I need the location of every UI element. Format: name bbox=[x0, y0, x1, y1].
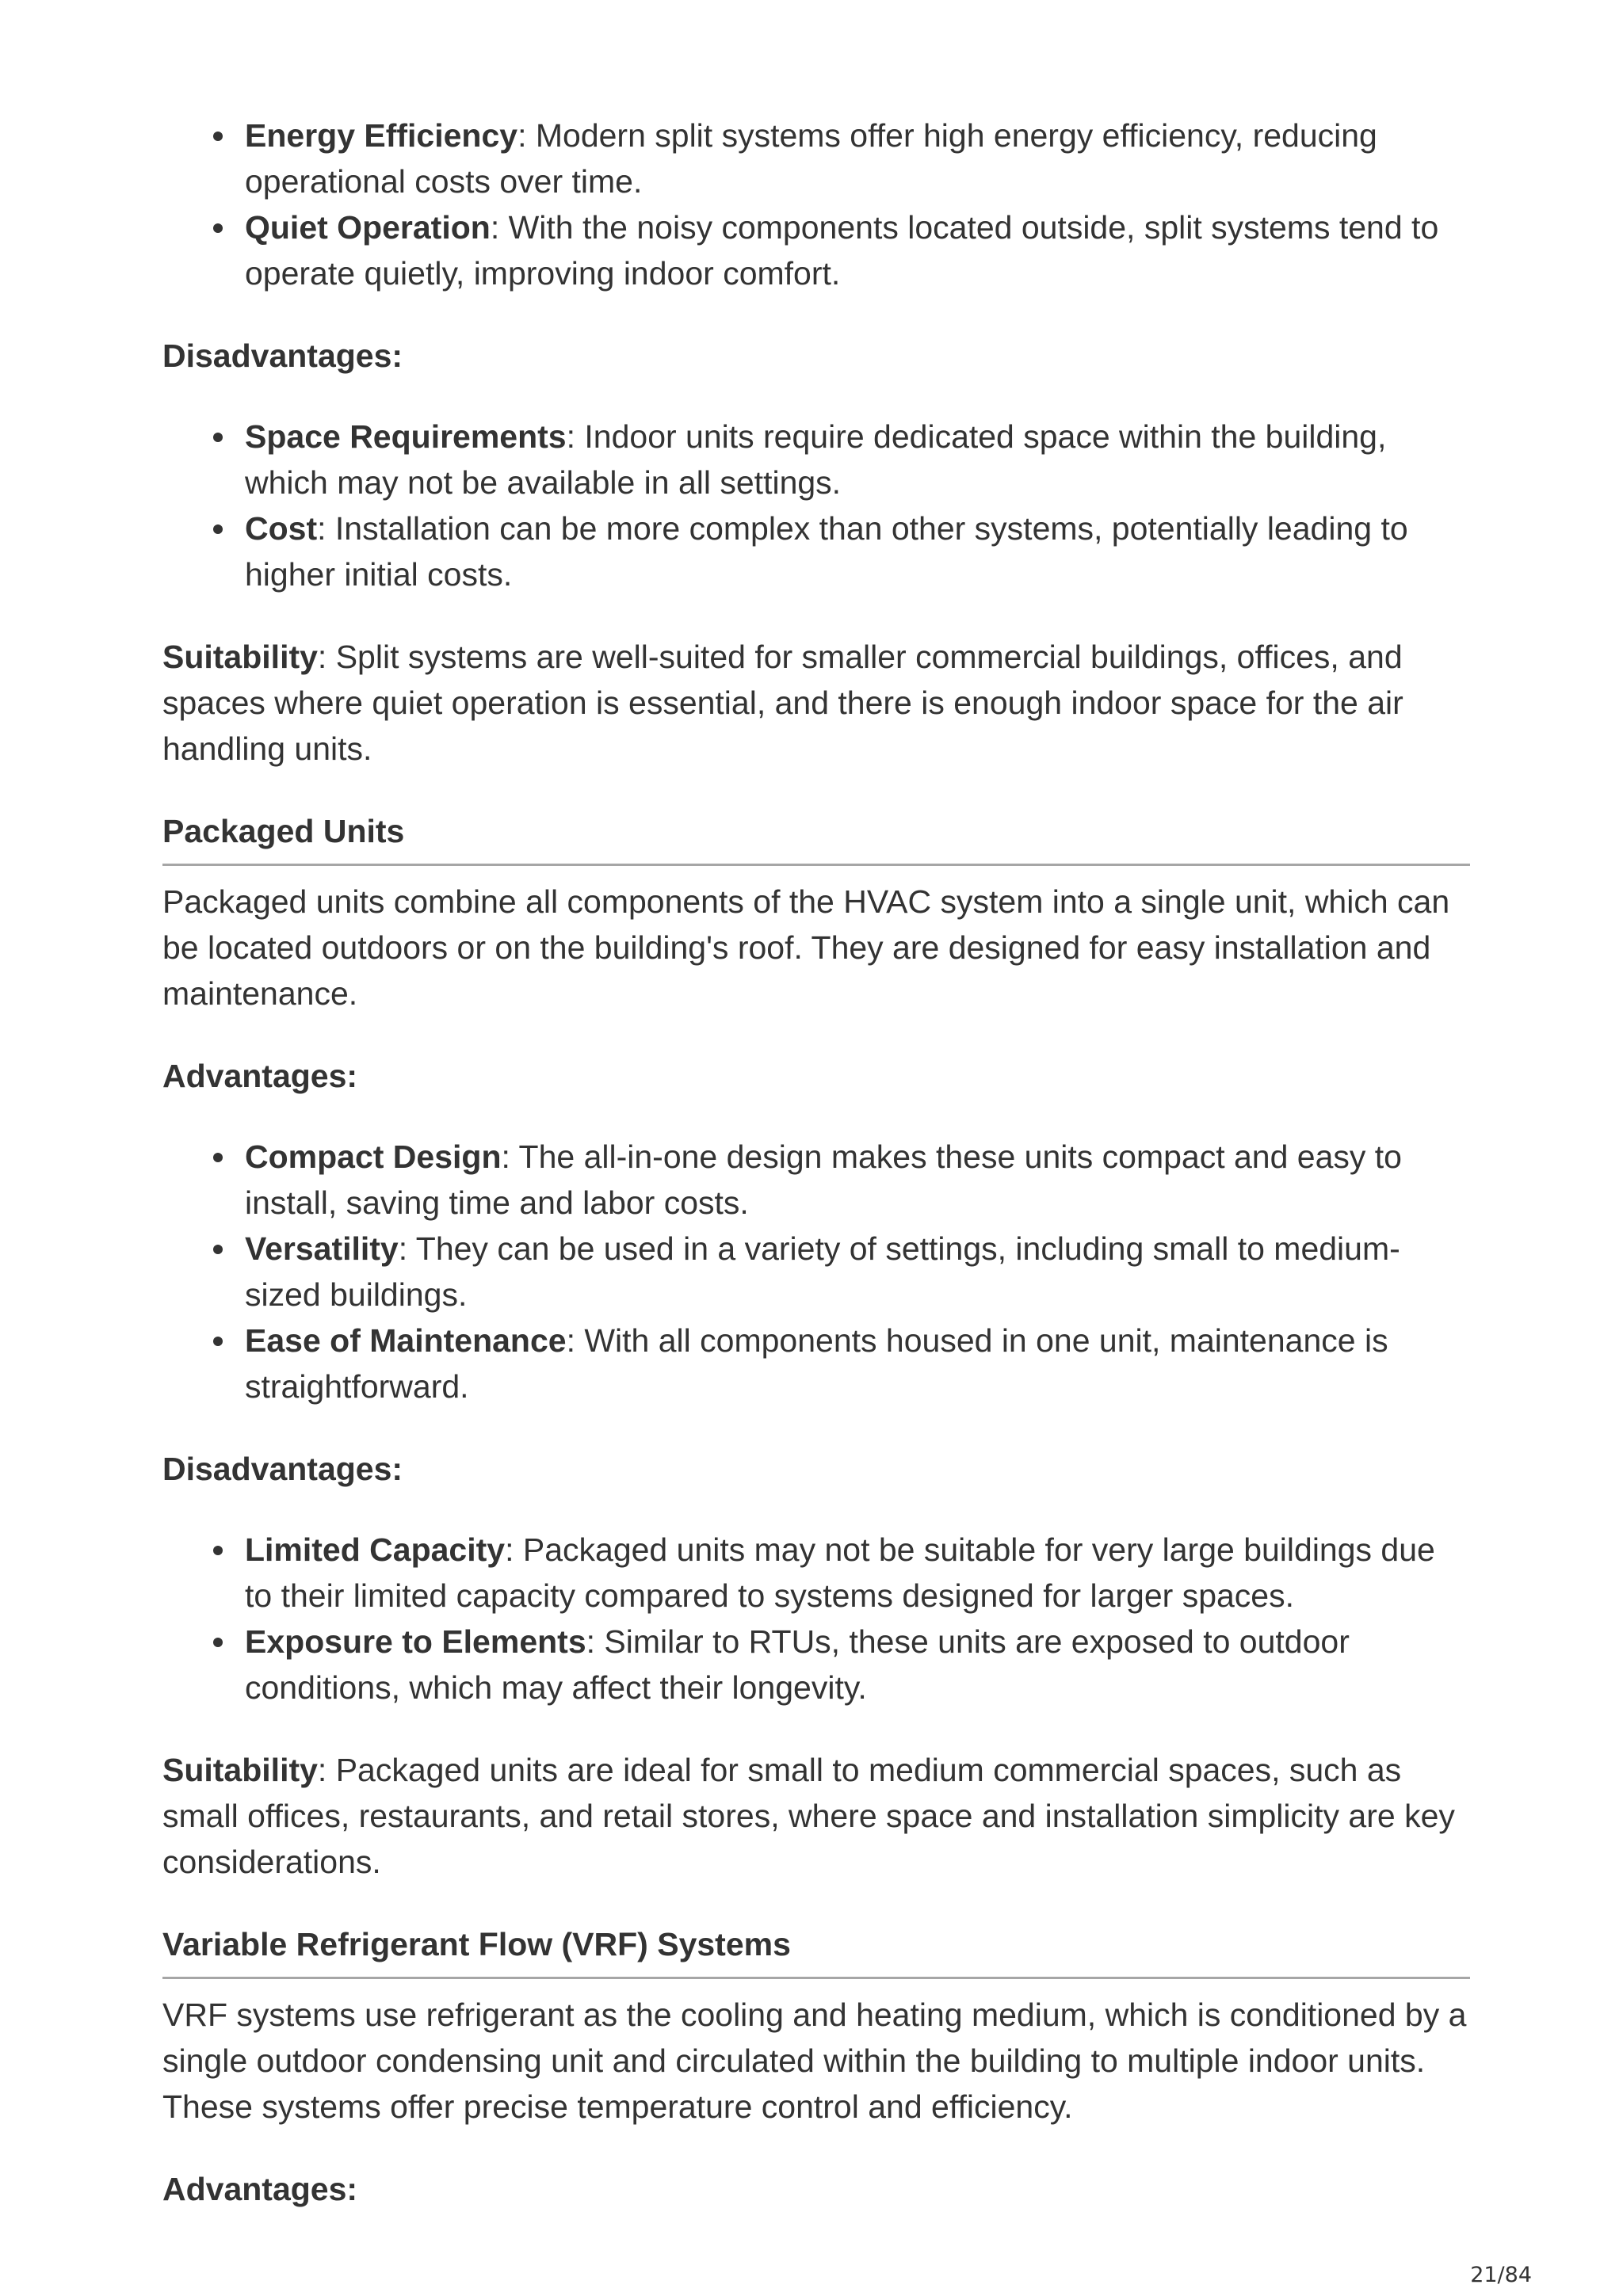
packaged-advantages-list bbox=[162, 1134, 1470, 1409]
item-text: : The all-in-one design makes these units compact and easy to install, saving time and labor costs. bbox=[245, 1138, 1402, 1221]
split-disadvantages-heading: Disadvantages: bbox=[162, 338, 403, 374]
list-item bbox=[245, 1318, 1470, 1409]
packaged-disadvantages-list bbox=[162, 1527, 1470, 1711]
item-text: : Indoor units require dedicated space within the building, which may not be available in all settings. bbox=[245, 418, 1387, 501]
item-text: : Installation can be more complex than other systems, potentially leading to higher initial costs. bbox=[245, 510, 1408, 593]
suitability-term: Suitability bbox=[162, 1752, 318, 1788]
item-term: Compact Design bbox=[245, 1138, 502, 1175]
list-item bbox=[245, 1226, 1470, 1318]
list-item bbox=[245, 204, 1470, 296]
suitability-text: : Split systems are well-suited for smaller commercial buildings, offices, and spaces where quiet operation is essential, and there is enough indoor space for the air handling units. bbox=[162, 639, 1403, 767]
item-text: : Modern split systems offer high energy efficiency, reducing operational costs over time. bbox=[245, 117, 1377, 200]
item-text: : They can be used in a variety of settings, including small to medium-sized buildings. bbox=[245, 1230, 1400, 1313]
item-text: : With the noisy components located outside, split systems tend to operate quietly, improving indoor comfort. bbox=[245, 209, 1439, 292]
section-title-packaged: Packaged Units bbox=[162, 808, 1470, 866]
item-term: Exposure to Elements bbox=[245, 1623, 586, 1660]
item-text: : Packaged units may not be suitable for very large buildings due to their limited capacity compared to systems designed for larger spaces. bbox=[245, 1531, 1435, 1614]
list-item bbox=[245, 1619, 1470, 1711]
suitability-text: : Packaged units are ideal for small to medium commercial spaces, such as small offices, restaurants, and retail stores, where space and installation simplicity are key considerations. bbox=[162, 1752, 1455, 1880]
section-title-vrf: Variable Refrigerant Flow (VRF) Systems bbox=[162, 1921, 1470, 1979]
item-term: Ease of Maintenance bbox=[245, 1322, 567, 1359]
item-text: : With all components housed in one unit, maintenance is straightforward. bbox=[245, 1322, 1388, 1405]
list-item bbox=[245, 414, 1470, 505]
split-advantages-list bbox=[162, 113, 1470, 296]
item-text: : Similar to RTUs, these units are exposed to outdoor conditions, which may affect their longevity. bbox=[245, 1623, 1350, 1706]
item-term: Limited Capacity bbox=[245, 1531, 506, 1568]
item-term: Energy Efficiency bbox=[245, 117, 518, 154]
packaged-suitability bbox=[162, 1747, 1470, 1885]
item-term: Versatility bbox=[245, 1230, 399, 1267]
packaged-intro: Packaged units combine all components of the HVAC system into a single unit, which can be located outdoors or on the building's roof. They are designed for easy installation and maintenance. bbox=[162, 883, 1450, 1012]
list-item bbox=[245, 1134, 1470, 1226]
page-number: 21/84 bbox=[1470, 2263, 1532, 2287]
list-item bbox=[245, 1527, 1470, 1619]
list-item bbox=[245, 113, 1470, 204]
item-term: Cost bbox=[245, 510, 318, 547]
split-suitability bbox=[162, 634, 1470, 772]
list-item bbox=[245, 505, 1470, 597]
suitability-term: Suitability bbox=[162, 639, 318, 675]
packaged-advantages-heading: Advantages: bbox=[162, 1058, 358, 1094]
packaged-disadvantages-heading: Disadvantages: bbox=[162, 1451, 403, 1487]
document-body bbox=[162, 113, 1470, 2212]
vrf-intro: VRF systems use refrigerant as the cooling and heating medium, which is conditioned by a single outdoor condensing unit and circulated within the building to multiple indoor units. These systems offer precise temperature control and efficiency. bbox=[162, 1997, 1467, 2125]
vrf-advantages-heading: Advantages: bbox=[162, 2171, 358, 2207]
split-disadvantages-list bbox=[162, 414, 1470, 597]
item-term: Quiet Operation bbox=[245, 209, 491, 246]
item-term: Space Requirements bbox=[245, 418, 567, 455]
